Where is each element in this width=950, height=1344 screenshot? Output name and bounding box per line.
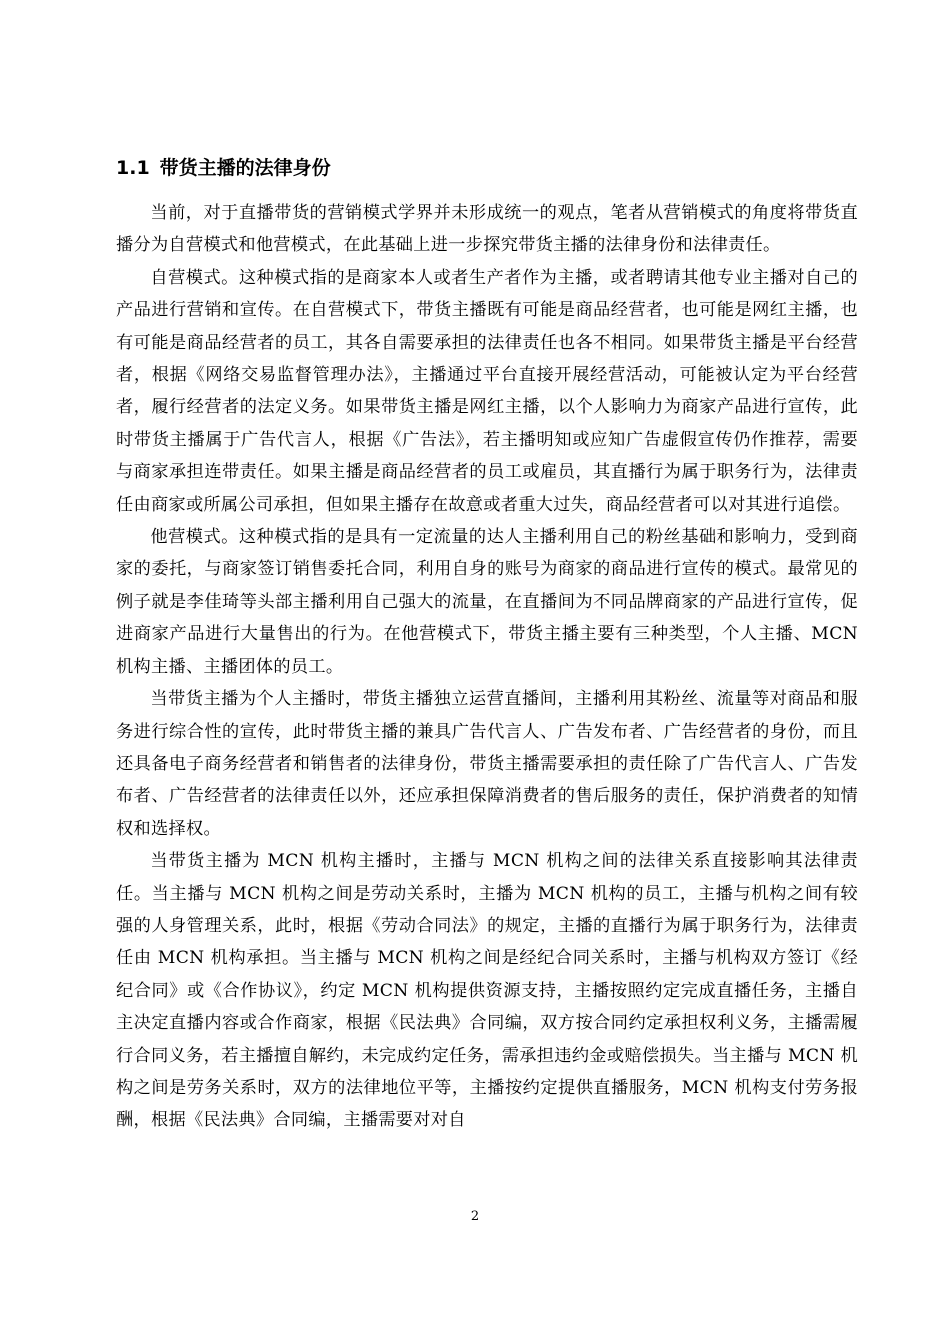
paragraph-individual-streamer: 当带货主播为个人主播时，带货主播独立运营直播间，主播利用其粉丝、流量等对商品和服务进行综合性的宣传，此时带货主播的兼具广告代言人、广告发布者、广告经营者的身份，而且还具备电子商务经营者和销售者的法律身份，带货主播需要承担的责任除了广告代言人、广告发布者、广告经营者的法律责任以外，还应承担保障消费者的售后服务的责任，保护消费者的知情权和选择权。 (116, 689, 858, 839)
body-text (116, 197, 858, 1137)
section-number: 1.1 (116, 157, 150, 179)
paragraph-mcn-streamer: 当带货主播为 MCN 机构主播时，主播与 MCN 机构之间的法律关系直接影响其法律责任。当主播与 MCN 机构之间是劳动关系时，主播为 MCN 机构的员工，主播与机构之间有较强的人身管理关系，此时，根据《劳动合同法》的规定，主播的直播行为属于职务行为，法律责任由 MCN 机构承担。当主播与 MCN 机构之间是经纪合同关系时，主播与机构双方签订《经纪合同》或《合作协议》，约定 MCN 机构提供资源支持，主播按照约定完成直播任务，主播自主决定直播内容或合作商家，根据《民法典》合同编，双方按合同约定承担权利义务，主播需履行合同义务，若主播擅自解约，未完成约定任务，需承担违约金或赔偿损失。当主播与 MCN 机构之间是劳务关系时，双方的法律地位平等，主播按约定提供直播服务，MCN 机构支付劳务报酬，根据《民法典》合同编，主播需要对对自 (116, 851, 858, 1131)
section-heading (116, 151, 856, 185)
paragraph-third-party-mode: 他营模式。这种模式指的是具有一定流量的达人主播利用自己的粉丝基础和影响力，受到商家的委托，与商家签订销售委托合同，利用自身的账号为商家的商品进行宣传的模式。最常见的例子就是李佳琦等头部主播利用自己强大的流量，在直播间为不同品牌商家的产品进行宣传，促进商家产品进行大量售出的行为。在他营模式下，带货主播主要有三种类型，个人主播、MCN 机构主播、主播团体的员工。 (116, 527, 858, 677)
paragraph-self-operated-mode: 自营模式。这种模式指的是商家本人或者生产者作为主播，或者聘请其他专业主播对自己的产品进行营销和宣传。在自营模式下，带货主播既有可能是商品经营者，也可能是网红主播，也有可能是商品经营者的员工，其各自需要承担的法律责任也各不相同。如果带货主播是平台经营者，根据《网络交易监督管理办法》，主播通过平台直接开展经营活动，可能被认定为平台经营者，履行经营者的法定义务。如果带货主播是网红主播，以个人影响力为商家产品进行宣传，此时带货主播属于广告代言人，根据《广告法》，若主播明知或应知广告虚假宣传仍作推荐，需要与商家承担连带责任。如果主播是商品经营者的员工或雇员，其直播行为属于职务行为，法律责任由商家或所属公司承担，但如果主播存在故意或者重大过失，商品经营者可以对其进行追偿。 (116, 267, 858, 515)
paragraph-intro: 当前，对于直播带货的营销模式学界并未形成统一的观点，笔者从营销模式的角度将带货直播分为自营模式和他营模式，在此基础上进一步探究带货主播的法律身份和法律责任。 (116, 203, 858, 256)
section-title: 带货主播的法律身份 (159, 157, 331, 179)
page-number: 2 (470, 1209, 480, 1224)
